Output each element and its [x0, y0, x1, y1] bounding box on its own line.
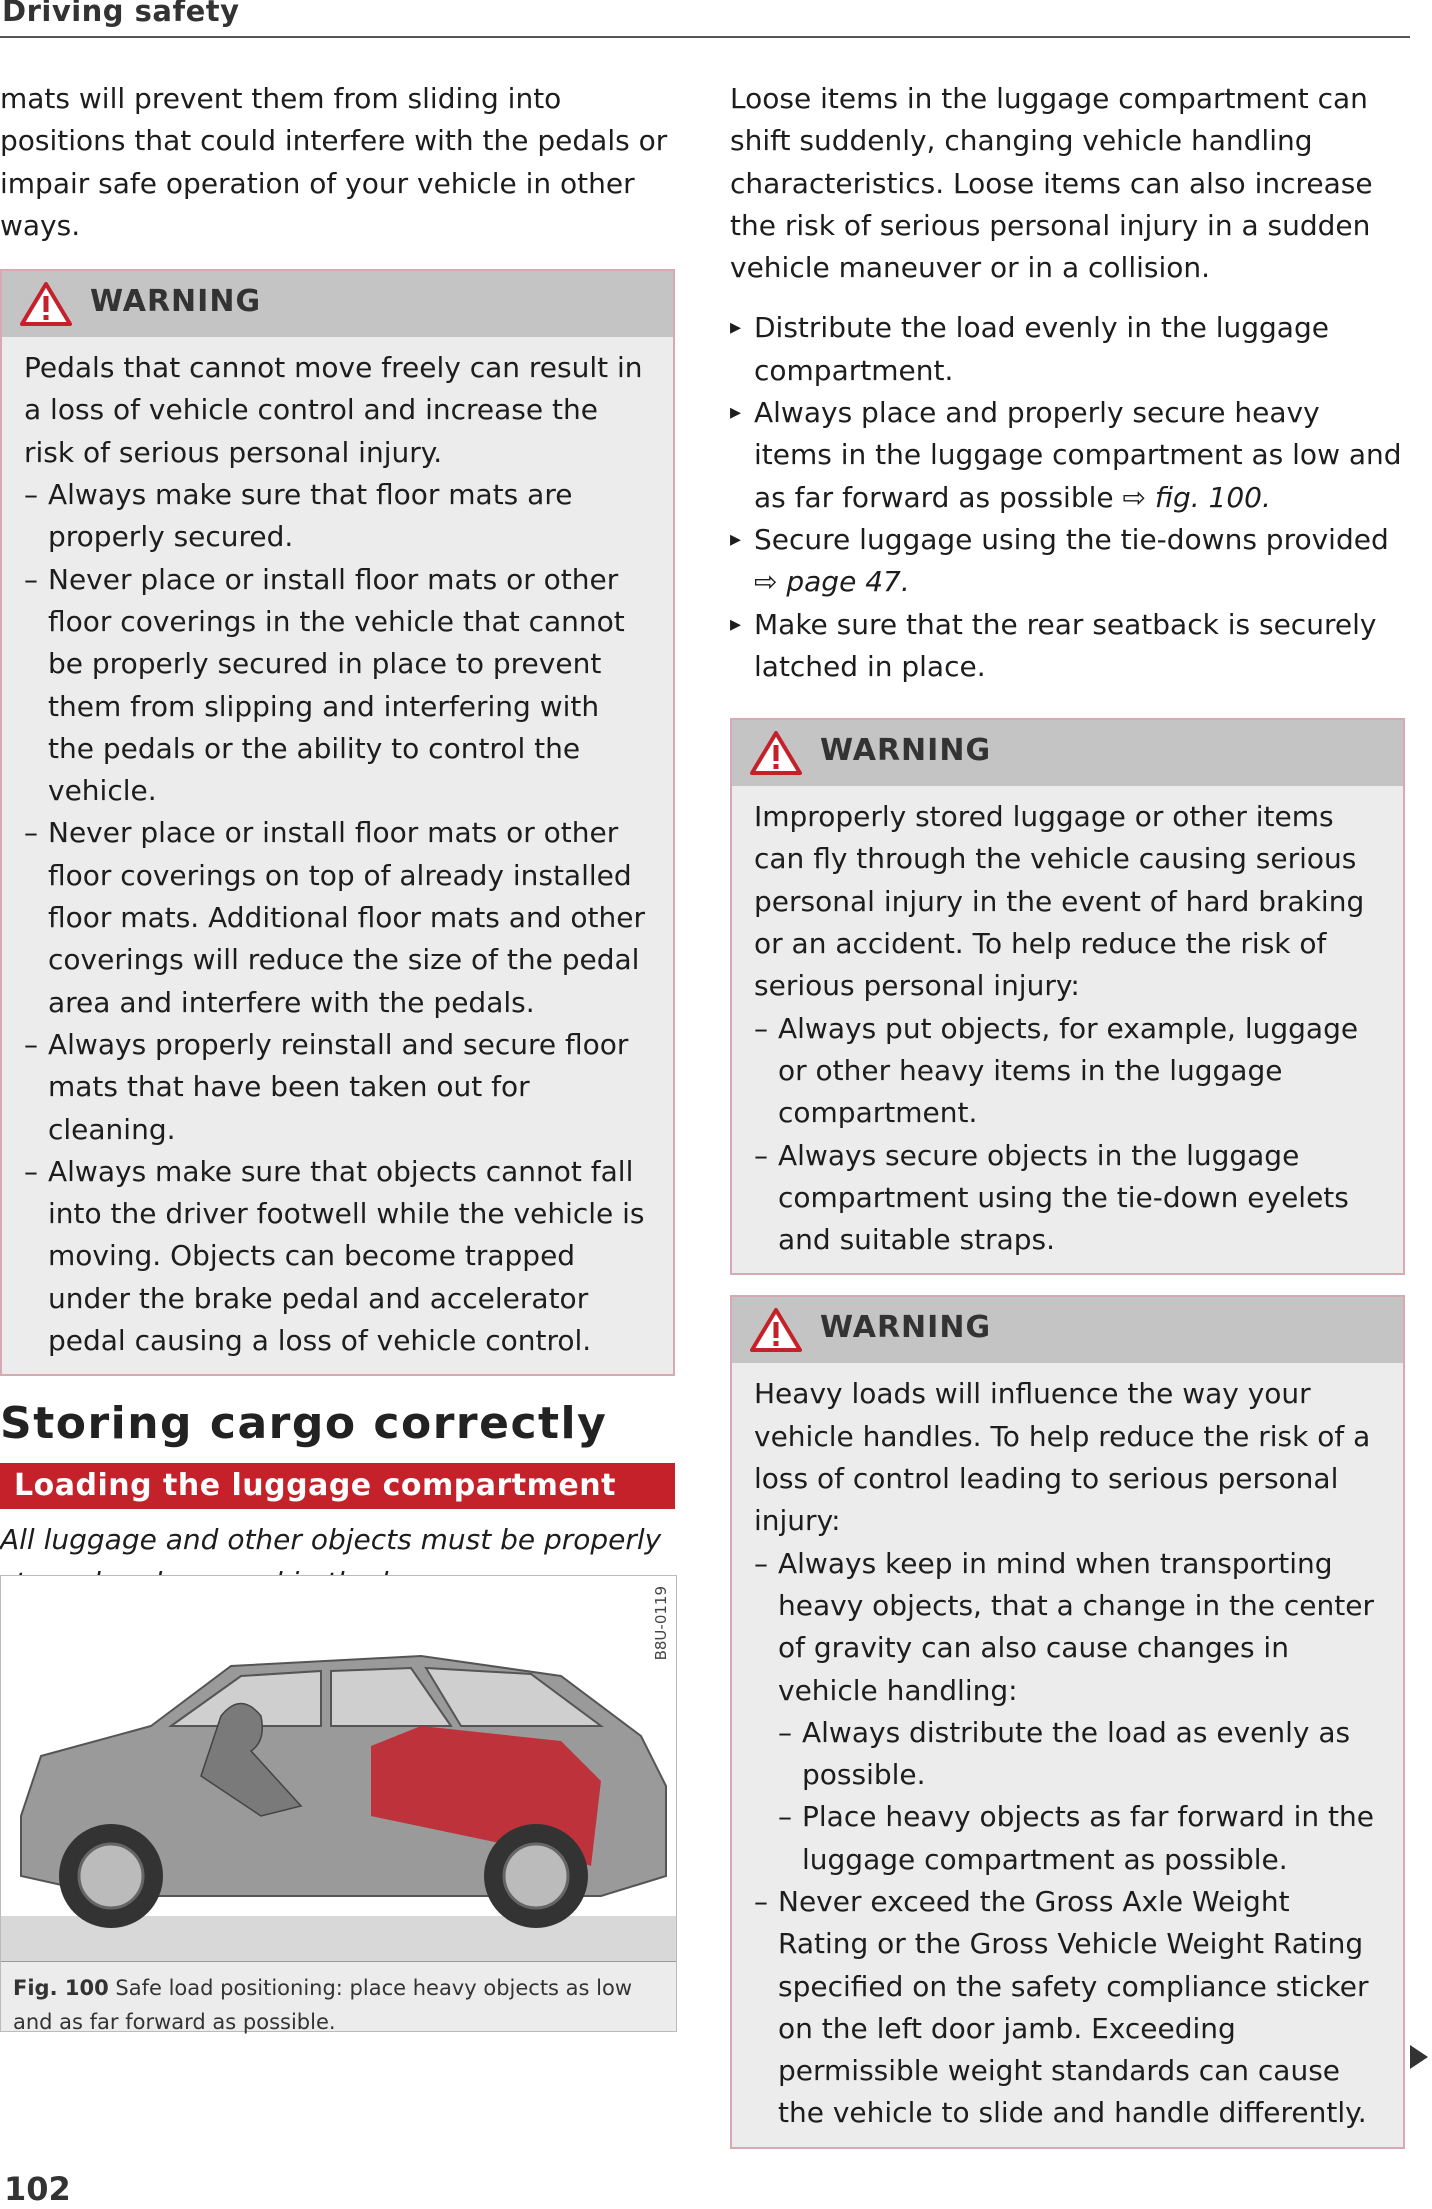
- warning-item: – Never place or install floor mats or other floor coverings on top of already installed floor mats. Additional floor mats and other coverings will reduce the size of the pedal area and interfere with the pedals.: [24, 812, 653, 1023]
- warning-header: [2, 271, 673, 337]
- warning-lead: Heavy loads will influence the way your vehicle handles. To help reduce the risk of a loss of control leading to serious personal injury:: [754, 1377, 1371, 1538]
- car-cargo-illustration: [1, 1576, 676, 1962]
- warning-item: – Always put objects, for example, luggage or other heavy items in the luggage compartment.: [754, 1008, 1383, 1135]
- warning-body: [732, 786, 1403, 1273]
- warning-triangle-icon: [750, 1307, 802, 1353]
- figure-100: [0, 1575, 677, 2032]
- car-illustration: [1, 1576, 676, 1961]
- action-item: ▸ Secure luggage using the tie-downs provided ⇨ page 47.: [730, 519, 1405, 604]
- figure-reference-link[interactable]: fig. 100.: [1154, 480, 1271, 514]
- action-list: [730, 307, 1405, 688]
- subsection-intro: All luggage and other objects must be properly: [0, 1523, 662, 1557]
- action-item: ▸ Distribute the load evenly in the luggage compartment.: [730, 307, 1405, 392]
- continue-arrow-icon: [1410, 2045, 1428, 2069]
- warning-item: – Always keep in mind when transporting heavy objects, that a change in the center of gravity can also cause changes in vehicle handling:: [754, 1543, 1383, 1712]
- warning-title: WARNING: [820, 1310, 992, 1346]
- warning-body: [732, 1363, 1403, 2146]
- warning-subitem: – Always distribute the load as evenly as possible.: [754, 1712, 1383, 1797]
- page-reference-link[interactable]: page 47.: [786, 565, 910, 599]
- page-number: 102: [4, 2170, 71, 2208]
- figure-code: B8U-0119: [652, 1586, 670, 1661]
- warning-header: [732, 720, 1403, 786]
- subsection-title: Loading the luggage compartment: [0, 1463, 675, 1509]
- action-item: ▸ Always place and properly secure heavy items in the luggage compartment as low and as far forward as possible ⇨ fig. 100.: [730, 392, 1405, 519]
- figure-caption-text: Safe load positioning: place heavy objects as low and as far forward as possible.: [13, 1976, 633, 2034]
- warning-box-pedals: [0, 269, 675, 1376]
- warning-box-heavy-loads: [730, 1295, 1405, 2148]
- section-title: Storing cargo correctly: [0, 1398, 608, 1450]
- header-title: Driving safety: [2, 0, 240, 28]
- warning-title: WARNING: [820, 733, 992, 769]
- warning-title: WARNING: [90, 284, 262, 320]
- figure-caption: [13, 1971, 663, 2039]
- figure-label: Fig. 100: [13, 1976, 109, 2000]
- right-paragraph: Loose items in the luggage compartment can shift suddenly, changing vehicle handling characteristics. Loose items can also increase the risk of serious personal injury in a sudden vehicle maneuver or in a collision.: [730, 82, 1373, 285]
- warning-item: – Always secure objects in the luggage compartment using the tie-down eyelets and suitable straps.: [754, 1135, 1383, 1262]
- warning-item: – Always properly reinstall and secure floor mats that have been taken out for cleaning.: [24, 1024, 653, 1151]
- warning-item: – Never place or install floor mats or other floor coverings in the vehicle that cannot be properly secured in place to prevent them from slipping and interfering with the pedals or the ability to control the vehicle.: [24, 559, 653, 813]
- page-header: [0, 0, 1410, 38]
- warning-header: [732, 1297, 1403, 1363]
- warning-lead: Pedals that cannot move freely can result in a loss of vehicle control and increase the risk of serious personal injury.: [24, 351, 643, 469]
- warning-triangle-icon: [20, 281, 72, 327]
- action-item: ▸ Make sure that the rear seatback is securely latched in place.: [730, 604, 1405, 689]
- right-column: [730, 78, 1405, 2149]
- warning-body: [2, 337, 673, 1374]
- intro-paragraph: mats will prevent them from sliding into positions that could interfere with the pedals or impair safe operation of your vehicle in other ways.: [0, 82, 668, 242]
- warning-item: – Always make sure that floor mats are properly secured.: [24, 474, 653, 559]
- warning-item: – Never exceed the Gross Axle Weight Rating or the Gross Vehicle Weight Rating specified on the safety compliance sticker on the left door jamb. Exceeding permissible weight standards can cause the vehicle to slide and handle differently.: [754, 1881, 1383, 2135]
- warning-item: – Always make sure that objects cannot fall into the driver footwell while the vehicle is moving. Objects can become trapped under the brake pedal and accelerator pedal causing a loss of vehicle control.: [24, 1151, 653, 1362]
- warning-box-luggage: [730, 718, 1405, 1275]
- left-column: [0, 78, 675, 1646]
- warning-lead: Improperly stored luggage or other items can fly through the vehicle causing serious personal injury in the event of hard braking or an accident. To help reduce the risk of serious personal injury:: [754, 800, 1365, 1003]
- warning-triangle-icon: [750, 730, 802, 776]
- warning-subitem: – Place heavy objects as far forward in the luggage compartment as possible.: [754, 1796, 1383, 1881]
